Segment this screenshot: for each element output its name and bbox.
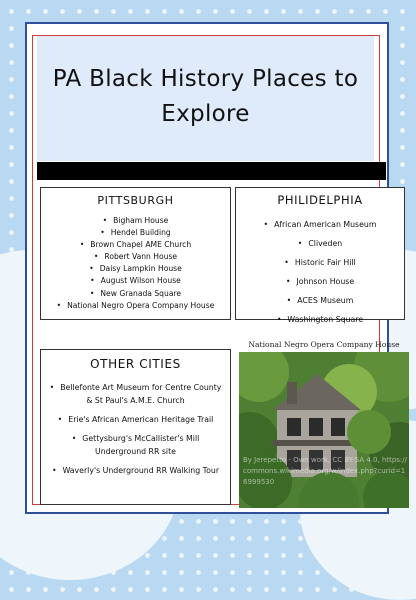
title-line-2: Explore	[161, 101, 250, 127]
photo-credit: By Jerepetto - Own work, CC BY-SA 4.0, https://commons.wikimedia.org/w/index.php?curid=16999530	[243, 456, 408, 486]
philadelphia-box	[235, 187, 405, 324]
list-item: • Hendel Building	[41, 227, 230, 239]
house-photo	[239, 352, 409, 508]
list-item: • Waverly's Underground RR Walking Tour	[41, 464, 230, 477]
list-item: • Daisy Lampkin House	[41, 263, 230, 275]
list-item: • Bellefonte Art Museum for Centre County & St Paul's A.M.E. Church	[41, 381, 230, 407]
list-item: • Cliveden	[236, 234, 404, 253]
list-item: • Historic Fair Hill	[236, 253, 404, 272]
list-item: • Washington Square	[236, 310, 404, 329]
pittsburgh-list	[41, 215, 230, 312]
page-title	[37, 36, 374, 132]
list-item: • New Granada Square	[41, 288, 230, 300]
pittsburgh-heading: PITTSBURGH	[97, 194, 174, 207]
list-item: • Erie's African American Heritage Trail	[41, 413, 230, 426]
other-cities-heading: OTHER CITIES	[90, 357, 181, 371]
list-item: • African American Museum	[236, 215, 404, 234]
list-item: • Brown Chapel AME Church	[41, 239, 230, 251]
pittsburgh-box	[40, 187, 231, 320]
list-item: • August Wilson House	[41, 275, 230, 287]
black-divider-bar	[37, 162, 386, 180]
title-line-1: PA Black History Places to	[52, 66, 359, 92]
list-item: • Johnson House	[236, 272, 404, 291]
philadelphia-heading: PHILIDELPHIA	[277, 193, 363, 207]
photo-caption: National Negro Opera Company House	[248, 340, 400, 349]
philadelphia-list	[236, 215, 404, 329]
other-cities-list	[41, 381, 230, 477]
title-box	[37, 36, 374, 161]
other-cities-box	[40, 349, 231, 505]
list-item: • ACES Museum	[236, 291, 404, 310]
list-item: • Gettysburg's McCallister's Mill Underground RR site	[41, 432, 230, 458]
list-item: • National Negro Opera Company House	[41, 300, 230, 312]
list-item: • Robert Vann House	[41, 251, 230, 263]
list-item: • Bigham House	[41, 215, 230, 227]
flyer-page	[25, 22, 408, 514]
